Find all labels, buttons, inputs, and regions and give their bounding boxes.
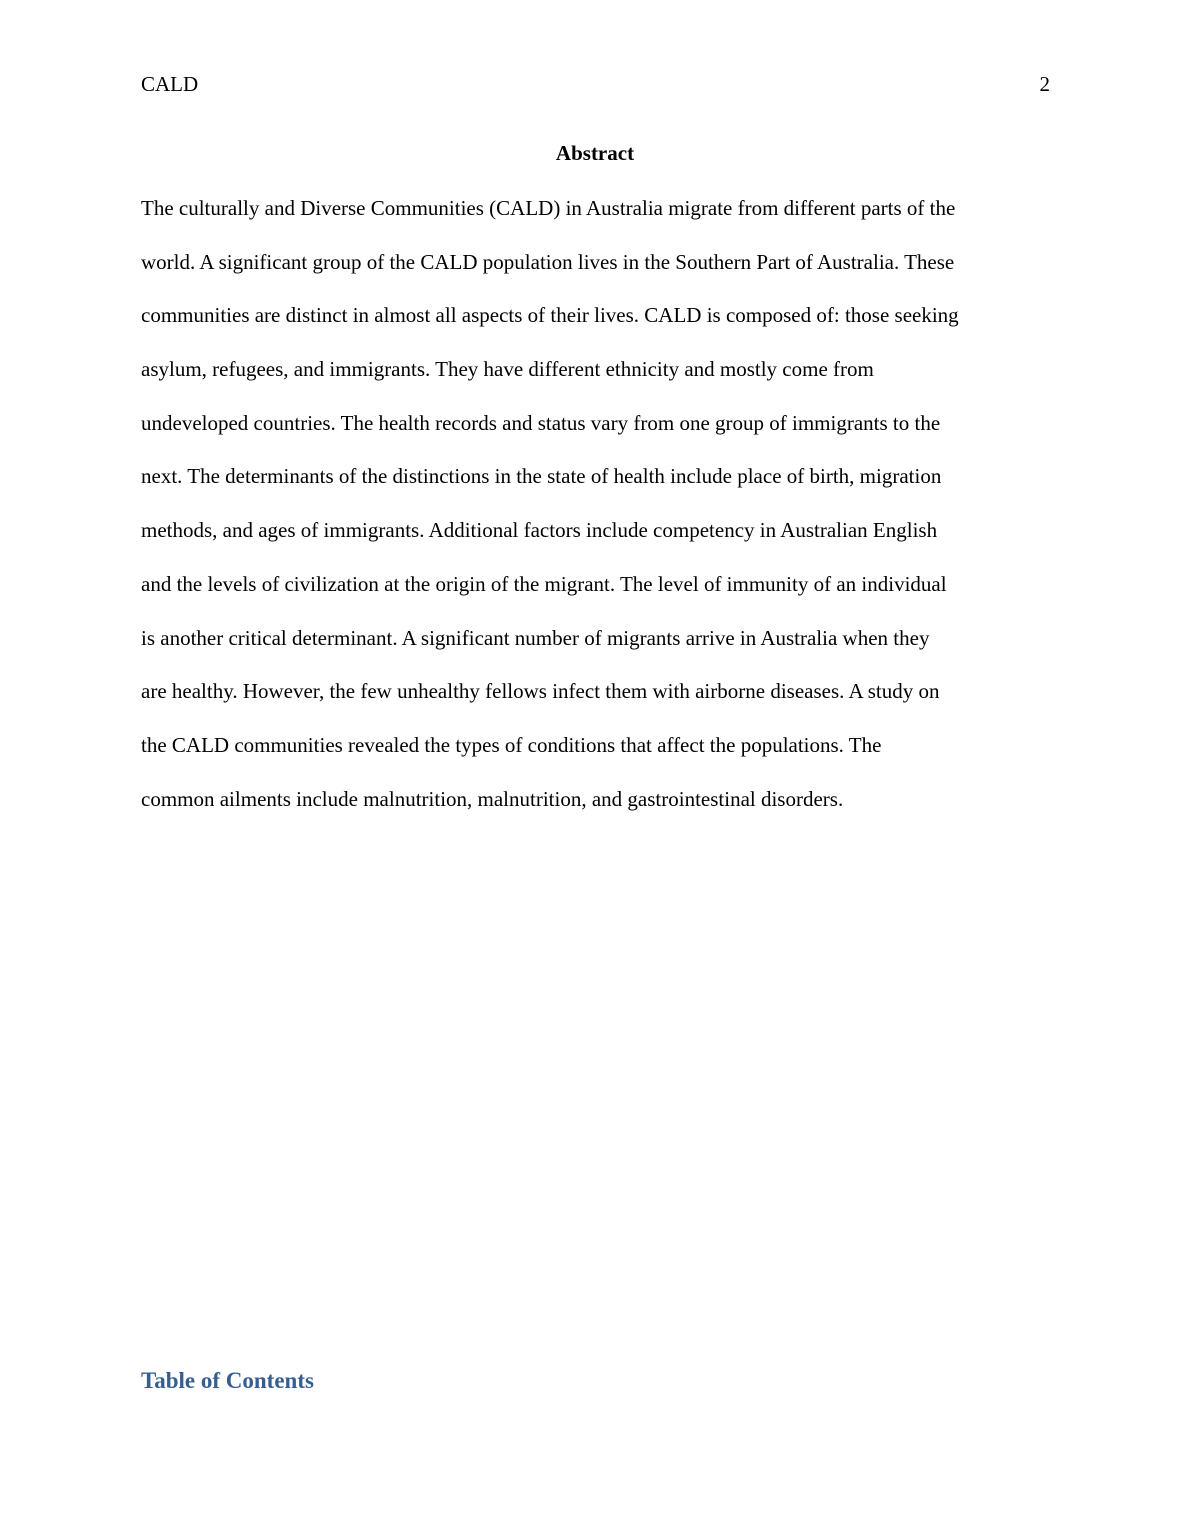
abstract-line: undeveloped countries. The health records and status vary from one group of immigrants to the: [141, 410, 941, 435]
abstract-heading: Abstract: [555, 141, 635, 165]
abstract-line: common ailments include malnutrition, malnutrition, and gastrointestinal disorders.: [141, 786, 844, 811]
abstract-line: communities are distinct in almost all aspects of their lives. CALD is composed of: those seeking: [141, 303, 959, 328]
abstract-line: next. The determinants of the distinctions in the state of health include place of birth, migration: [141, 464, 942, 489]
abstract-line: The culturally and Diverse Communities (CALD) in Australia migrate from different parts of the: [141, 196, 956, 220]
abstract-paragraph: [141, 194, 1061, 838]
page-number: 2: [1039, 72, 1050, 96]
abstract-line: asylum, refugees, and immigrants. They have different ethnicity and mostly come from: [141, 357, 874, 382]
toc-heading: Table of Contents: [141, 1368, 314, 1393]
abstract-line: and the levels of civilization at the origin of the migrant. The level of immunity of an individual: [141, 571, 947, 596]
abstract-line: the CALD communities revealed the types of conditions that affect the populations. The: [141, 732, 882, 757]
abstract-line: is another critical determinant. A significant number of migrants arrive in Australia when they: [141, 625, 930, 650]
abstract-line: methods, and ages of immigrants. Additional factors include competency in Australian English: [141, 518, 938, 543]
abstract-line: are healthy. However, the few unhealthy fellows infect them with airborne diseases. A study on: [141, 679, 940, 704]
abstract-line: world. A significant group of the CALD population lives in the Southern Part of Australia. These: [141, 249, 955, 274]
running-head: CALD: [141, 72, 199, 96]
